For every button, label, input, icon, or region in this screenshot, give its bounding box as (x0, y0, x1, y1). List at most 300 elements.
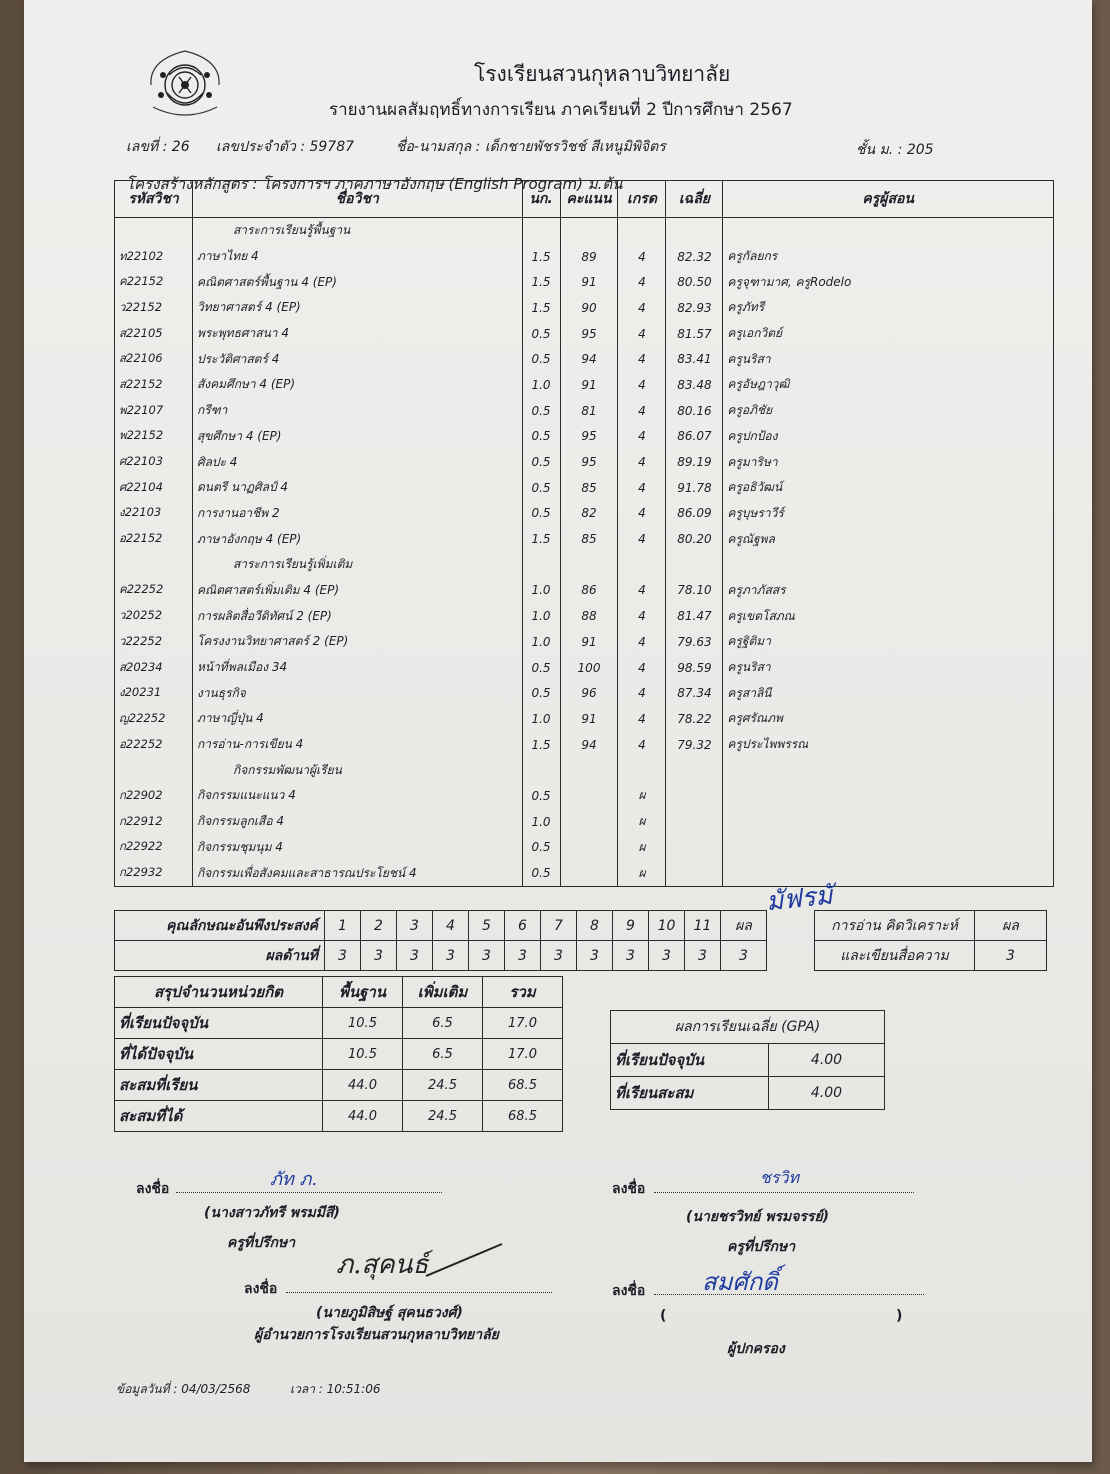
footer-time: เวลา : 10:51:06 (290, 1382, 381, 1396)
subject-name: ศิลปะ 4 (192, 449, 522, 475)
table-row (115, 629, 1054, 655)
credits-cell: 68.5 (483, 1070, 563, 1101)
subject-code: อ22252 (115, 732, 193, 758)
char-number: 6 (505, 911, 541, 941)
score-cell: 95 (560, 424, 618, 450)
table-row (115, 783, 1054, 809)
average-cell (666, 860, 723, 886)
subject-code: พ22152 (115, 424, 193, 450)
teacher-cell: ครูเอกวิตย์ (723, 321, 1054, 347)
char-value: 3 (649, 941, 685, 971)
char-number: 8 (577, 911, 613, 941)
gpa-value: 4.00 (769, 1077, 885, 1110)
char-value: 3 (361, 941, 397, 971)
credits-table (114, 976, 563, 1132)
char-value: 3 (397, 941, 433, 971)
credit-cell: 1.0 (522, 706, 560, 732)
average-cell: 86.09 (666, 501, 723, 527)
grade-cell: 4 (618, 321, 666, 347)
advisor1-role: ครูที่ปรึกษา (227, 1235, 296, 1251)
empty-cell (618, 218, 666, 244)
credits-cell: 17.0 (483, 1039, 563, 1070)
subject-code: ก22902 (115, 783, 193, 809)
header-subject: ชื่อวิชา (192, 181, 522, 218)
subject-name: การผลิตสื่อวีดิทัศน์ 2 (EP) (192, 603, 522, 629)
grade-cell: 4 (618, 655, 666, 681)
credit-cell: 0.5 (522, 449, 560, 475)
credit-cell: 1.0 (522, 372, 560, 398)
group-label: สาระการเรียนรู้เพิ่มเติม (192, 552, 522, 578)
gpa-row-label: ที่เรียนปัจจุบัน (611, 1044, 769, 1077)
gpa-row-label: ที่เรียนสะสม (611, 1077, 769, 1110)
teacher-cell (723, 783, 1054, 809)
parent-paren-open: ( (660, 1308, 667, 1324)
advisor1-name: (นางสาวภัทรี พรมมีสี) (204, 1205, 340, 1221)
average-cell: 80.20 (666, 526, 723, 552)
score-cell: 82 (560, 501, 618, 527)
subject-code: ก22932 (115, 860, 193, 886)
grade-cell: 4 (618, 680, 666, 706)
char-value: 3 (433, 941, 469, 971)
score-cell: 95 (560, 321, 618, 347)
subject-code: ศ22103 (115, 449, 193, 475)
sign-label: ลงชื่อ (136, 1181, 170, 1197)
subject-code: ง22103 (115, 501, 193, 527)
score-cell: 85 (560, 526, 618, 552)
teacher-cell (723, 835, 1054, 861)
credit-cell: 0.5 (522, 398, 560, 424)
group-label: สาระการเรียนรู้พื้นฐาน (192, 218, 522, 244)
subject-code: ท22102 (115, 244, 193, 270)
score-cell: 89 (560, 244, 618, 270)
subject-name: การอ่าน-การเขียน 4 (192, 732, 522, 758)
table-row (115, 372, 1054, 398)
char-value: 3 (505, 941, 541, 971)
average-cell: 80.50 (666, 269, 723, 295)
credits-cell: 44.0 (323, 1101, 403, 1132)
report-title: รายงานผลสัมฤทธิ์ทางการเรียน ภาคเรียนที่ 2 ปีการศึกษา 2567 (329, 100, 793, 120)
credit-cell: 1.0 (522, 809, 560, 835)
subject-code: ว20252 (115, 603, 193, 629)
director-role: ผู้อำนวยการโรงเรียนสวนกุหลาบวิทยาลัย (254, 1327, 499, 1343)
char-number: 7 (541, 911, 577, 941)
subject-code: ก22922 (115, 835, 193, 861)
report-sheet (24, 0, 1092, 1462)
grade-cell: ผ (618, 860, 666, 886)
header-score: คะแนน (560, 181, 618, 218)
table-row (115, 449, 1054, 475)
char-value: 3 (325, 941, 361, 971)
char-result-value: 3 (721, 941, 767, 971)
credit-cell: 0.5 (522, 680, 560, 706)
characteristics-label: คุณลักษณะอันพึงประสงค์ (115, 911, 325, 941)
student-class: ชั้น ม. : 205 (856, 142, 934, 158)
subject-code: อ22152 (115, 526, 193, 552)
table-row (115, 809, 1054, 835)
school-emblem-logo (139, 45, 231, 125)
average-cell: 82.93 (666, 295, 723, 321)
average-cell: 89.19 (666, 449, 723, 475)
sign-label: ลงชื่อ (244, 1281, 278, 1297)
table-row (115, 603, 1054, 629)
char-value: 3 (613, 941, 649, 971)
credit-cell: 1.5 (522, 295, 560, 321)
subject-code: ค22152 (115, 269, 193, 295)
credits-cell: 6.5 (403, 1008, 483, 1039)
average-cell: 91.78 (666, 475, 723, 501)
teacher-cell: ครูอธิวัฒน์ (723, 475, 1054, 501)
char-number: 11 (685, 911, 721, 941)
subject-code: พ22107 (115, 398, 193, 424)
reading-value: 3 (975, 941, 1047, 971)
teacher-cell: ครูฐิติมา (723, 629, 1054, 655)
credit-cell: 0.5 (522, 860, 560, 886)
average-cell: 87.34 (666, 680, 723, 706)
grade-cell: 4 (618, 269, 666, 295)
parent-paren-close: ) (896, 1308, 903, 1324)
credit-cell: 0.5 (522, 346, 560, 372)
score-cell: 91 (560, 706, 618, 732)
grade-table (114, 180, 1054, 887)
credit-cell: 1.5 (522, 244, 560, 270)
teacher-cell: ครูนริสา (723, 655, 1054, 681)
credit-cell: 1.0 (522, 578, 560, 604)
signature-line (286, 1292, 552, 1293)
average-cell: 80.16 (666, 398, 723, 424)
table-row (115, 706, 1054, 732)
average-cell: 78.22 (666, 706, 723, 732)
handwritten-note: มัฟรมั (764, 880, 835, 918)
score-cell (560, 835, 618, 861)
table-row (115, 732, 1054, 758)
grade-cell: 4 (618, 398, 666, 424)
subject-name: กรีฑา (192, 398, 522, 424)
teacher-cell: ครูอัษฎาวุฒิ (723, 372, 1054, 398)
subject-name: ภาษาอังกฤษ 4 (EP) (192, 526, 522, 552)
table-row (115, 346, 1054, 372)
grade-cell: 4 (618, 603, 666, 629)
credit-cell: 0.5 (522, 835, 560, 861)
teacher-cell: ครูณัฐพล (723, 526, 1054, 552)
subject-name: การงานอาชีพ 2 (192, 501, 522, 527)
subject-name: โครงงานวิทยาศาสตร์ 2 (EP) (192, 629, 522, 655)
director-signature: ภ.สุคนธ์ (336, 1250, 429, 1280)
curriculum: โครงสร้างหลักสูตร : โครงการฯ ภาคภาษาอังกฤษ (English Program) ม.ต้น (126, 175, 623, 193)
average-cell (666, 835, 723, 861)
teacher-cell: ครูภาภัสสร (723, 578, 1054, 604)
average-cell: 86.07 (666, 424, 723, 450)
credits-cell: 10.5 (323, 1039, 403, 1070)
score-cell: 86 (560, 578, 618, 604)
score-cell: 96 (560, 680, 618, 706)
score-cell: 94 (560, 346, 618, 372)
subject-code: ศ22104 (115, 475, 193, 501)
credits-row-label: ที่เรียนปัจจุบัน (115, 1008, 323, 1039)
credit-cell: 1.5 (522, 269, 560, 295)
teacher-cell: ครูมาริษา (723, 449, 1054, 475)
subject-name: ประวัติศาสตร์ 4 (192, 346, 522, 372)
director-name: (นายภูมิสิษฐ์ สุคนธวงศ์) (316, 1305, 463, 1321)
teacher-cell: ครูกัลยกร (723, 244, 1054, 270)
subject-name: ดนตรี นาฏศิลป์ 4 (192, 475, 522, 501)
header-credit: นก. (522, 181, 560, 218)
score-cell: 100 (560, 655, 618, 681)
subject-name: กิจกรรมแนะแนว 4 (192, 783, 522, 809)
score-cell (560, 860, 618, 886)
average-cell: 83.48 (666, 372, 723, 398)
credits-col-basic: พื้นฐาน (323, 977, 403, 1008)
reading-header: ผล (975, 911, 1047, 941)
subject-code: ส20234 (115, 655, 193, 681)
teacher-cell: ครูเขตโสภณ (723, 603, 1054, 629)
subject-name: คณิตศาสตร์พื้นฐาน 4 (EP) (192, 269, 522, 295)
credit-cell: 1.5 (522, 732, 560, 758)
empty-cell (666, 757, 723, 783)
subject-name: ภาษาไทย 4 (192, 244, 522, 270)
table-row (115, 398, 1054, 424)
teacher-cell: ครูสาลินี (723, 680, 1054, 706)
empty-cell (723, 218, 1054, 244)
grade-cell: 4 (618, 346, 666, 372)
score-cell: 88 (560, 603, 618, 629)
grade-cell: 4 (618, 732, 666, 758)
subject-name: งานธุรกิจ (192, 680, 522, 706)
credits-row-label: สะสมที่ได้ (115, 1101, 323, 1132)
student-number: เลขที่ : 26 (126, 139, 190, 155)
grade-cell: 4 (618, 475, 666, 501)
teacher-cell: ครูประไพพรรณ (723, 732, 1054, 758)
credits-cell: 10.5 (323, 1008, 403, 1039)
credits-title: สรุปจำนวนหน่วยกิต (115, 977, 323, 1008)
char-number: 2 (361, 911, 397, 941)
credits-cell: 24.5 (403, 1101, 483, 1132)
credits-cell: 24.5 (403, 1070, 483, 1101)
header-grade: เกรด (618, 181, 666, 218)
credits-col-total: รวม (483, 977, 563, 1008)
credit-cell: 0.5 (522, 424, 560, 450)
empty-cell (666, 218, 723, 244)
teacher-cell: ครูบุษราวีร์ (723, 501, 1054, 527)
grade-table-header (115, 181, 1054, 218)
sign-label: ลงชื่อ (612, 1283, 646, 1299)
teacher-cell: ครูปกป้อง (723, 424, 1054, 450)
score-cell: 91 (560, 372, 618, 398)
header-teacher: ครูผู้สอน (723, 181, 1054, 218)
credits-cell: 17.0 (483, 1008, 563, 1039)
grade-cell: 4 (618, 295, 666, 321)
subject-code: ส22106 (115, 346, 193, 372)
table-row (115, 269, 1054, 295)
school-name: โรงเรียนสวนกุหลาบวิทยาลัย (474, 62, 731, 86)
grade-cell: 4 (618, 501, 666, 527)
subject-code: ค22252 (115, 578, 193, 604)
grade-cell: 4 (618, 244, 666, 270)
credits-row-label: สะสมที่เรียน (115, 1070, 323, 1101)
grade-cell: 4 (618, 578, 666, 604)
advisor2-role: ครูที่ปรึกษา (727, 1239, 796, 1255)
table-row (115, 244, 1054, 270)
score-cell: 81 (560, 398, 618, 424)
subject-code: ก22912 (115, 809, 193, 835)
char-number: 10 (649, 911, 685, 941)
advisor2-signature: ชรวิท (760, 1168, 799, 1187)
score-cell: 94 (560, 732, 618, 758)
header-average: เฉลี่ย (666, 181, 723, 218)
teacher-cell: ครูภัทรี (723, 295, 1054, 321)
student-id: เลขประจำตัว : 59787 (216, 139, 355, 155)
group-code-cell (115, 552, 193, 578)
average-cell: 83.41 (666, 346, 723, 372)
table-row (115, 680, 1054, 706)
gpa-title: ผลการเรียนเฉลี่ย (GPA) (611, 1011, 885, 1044)
teacher-cell (723, 809, 1054, 835)
grade-cell: ผ (618, 809, 666, 835)
credit-cell: 0.5 (522, 321, 560, 347)
char-number: 4 (433, 911, 469, 941)
gpa-table (610, 1010, 885, 1110)
empty-cell (522, 218, 560, 244)
group-code-cell (115, 757, 193, 783)
char-number: 5 (469, 911, 505, 941)
char-result-label: ผลด้านที่ (115, 941, 325, 971)
table-row (115, 655, 1054, 681)
parent-signature: สมศักดิ์ (702, 1268, 778, 1296)
char-number: 1 (325, 911, 361, 941)
credits-cell: 44.0 (323, 1070, 403, 1101)
score-cell: 91 (560, 269, 618, 295)
credit-cell: 1.5 (522, 526, 560, 552)
average-cell: 98.59 (666, 655, 723, 681)
average-cell: 79.63 (666, 629, 723, 655)
grade-cell: 4 (618, 372, 666, 398)
grade-cell: 4 (618, 706, 666, 732)
credit-cell: 0.5 (522, 501, 560, 527)
subject-code: ว22152 (115, 295, 193, 321)
grade-cell: 4 (618, 629, 666, 655)
footer-date: ข้อมูลวันที่ : 04/03/2568 (116, 1382, 251, 1396)
signature-line (654, 1294, 924, 1295)
teacher-cell: ครูอภิชัย (723, 398, 1054, 424)
parent-role: ผู้ปกครอง (727, 1341, 785, 1357)
subject-code: ง20231 (115, 680, 193, 706)
subject-name: กิจกรรมเพื่อสังคมและสาธารณประโยชน์ 4 (192, 860, 522, 886)
empty-cell (560, 552, 618, 578)
subject-name: กิจกรรมชุมนุม 4 (192, 835, 522, 861)
grade-cell: 4 (618, 449, 666, 475)
average-cell (666, 783, 723, 809)
score-cell: 90 (560, 295, 618, 321)
teacher-cell: ครูนริสา (723, 346, 1054, 372)
table-row (115, 475, 1054, 501)
score-cell (560, 783, 618, 809)
group-label: กิจกรรมพัฒนาผู้เรียน (192, 757, 522, 783)
subject-name: พระพุทธศาสนา 4 (192, 321, 522, 347)
sign-label: ลงชื่อ (612, 1181, 646, 1197)
empty-cell (560, 757, 618, 783)
subject-name: สังคมศึกษา 4 (EP) (192, 372, 522, 398)
subject-name: ภาษาญี่ปุ่น 4 (192, 706, 522, 732)
grade-cell: 4 (618, 526, 666, 552)
table-row (115, 321, 1054, 347)
empty-cell (618, 757, 666, 783)
group-row (115, 552, 1054, 578)
credit-cell: 0.5 (522, 783, 560, 809)
empty-cell (666, 552, 723, 578)
subject-name: คณิตศาสตร์เพิ่มเติม 4 (EP) (192, 578, 522, 604)
average-cell: 81.47 (666, 603, 723, 629)
char-value: 3 (577, 941, 613, 971)
subject-code: ญ22252 (115, 706, 193, 732)
table-row (115, 526, 1054, 552)
credits-col-additional: เพิ่มเติม (403, 977, 483, 1008)
score-cell (560, 809, 618, 835)
director-signature-stroke (424, 1240, 504, 1280)
table-row (115, 860, 1054, 886)
group-row (115, 757, 1054, 783)
char-value: 3 (469, 941, 505, 971)
average-cell (666, 809, 723, 835)
credits-cell: 6.5 (403, 1039, 483, 1070)
characteristics-table (114, 910, 1047, 971)
empty-cell (723, 757, 1054, 783)
average-cell: 79.32 (666, 732, 723, 758)
grade-cell: ผ (618, 783, 666, 809)
advisor1-signature: ภัท ภ. (270, 1169, 318, 1190)
table-row (115, 501, 1054, 527)
average-cell: 81.57 (666, 321, 723, 347)
gpa-value: 4.00 (769, 1044, 885, 1077)
group-row (115, 218, 1054, 244)
student-name: ชื่อ-นามสกุล : เด็กชายพัชรวิชช์ สีเหนูมิพิจิตร (396, 139, 666, 155)
credit-cell: 0.5 (522, 475, 560, 501)
empty-cell (522, 757, 560, 783)
score-cell: 85 (560, 475, 618, 501)
teacher-cell: ครูศรัณภพ (723, 706, 1054, 732)
grade-cell: 4 (618, 424, 666, 450)
subject-name: วิทยาศาสตร์ 4 (EP) (192, 295, 522, 321)
header-code: รหัสวิชา (115, 181, 193, 218)
subject-name: กิจกรรมลูกเสือ 4 (192, 809, 522, 835)
char-value: 3 (541, 941, 577, 971)
teacher-cell: ครูจุฑามาศ, ครูRodelo (723, 269, 1054, 295)
group-code-cell (115, 218, 193, 244)
credit-cell: 0.5 (522, 655, 560, 681)
grade-cell: ผ (618, 835, 666, 861)
table-row (115, 424, 1054, 450)
char-value: 3 (685, 941, 721, 971)
reading-label-1: การอ่าน คิดวิเคราะห์ (815, 911, 975, 941)
credit-cell: 1.0 (522, 629, 560, 655)
subject-name: สุขศึกษา 4 (EP) (192, 424, 522, 450)
subject-name: หน้าที่พลเมือง 34 (192, 655, 522, 681)
table-row (115, 295, 1054, 321)
char-number: 9 (613, 911, 649, 941)
average-cell: 78.10 (666, 578, 723, 604)
advisor2-name: (นายชรวิทย์ พรมจรรย์) (686, 1209, 830, 1225)
table-row (115, 578, 1054, 604)
char-result-header: ผล (721, 911, 767, 941)
credits-row-label: ที่ได้ปัจจุบัน (115, 1039, 323, 1070)
subject-code: ส22105 (115, 321, 193, 347)
reading-label-2: และเขียนสื่อความ (815, 941, 975, 971)
credits-cell: 68.5 (483, 1101, 563, 1132)
empty-cell (522, 552, 560, 578)
empty-cell (618, 552, 666, 578)
char-number: 3 (397, 911, 433, 941)
signature-line (654, 1192, 914, 1193)
score-cell: 91 (560, 629, 618, 655)
subject-code: ว22252 (115, 629, 193, 655)
